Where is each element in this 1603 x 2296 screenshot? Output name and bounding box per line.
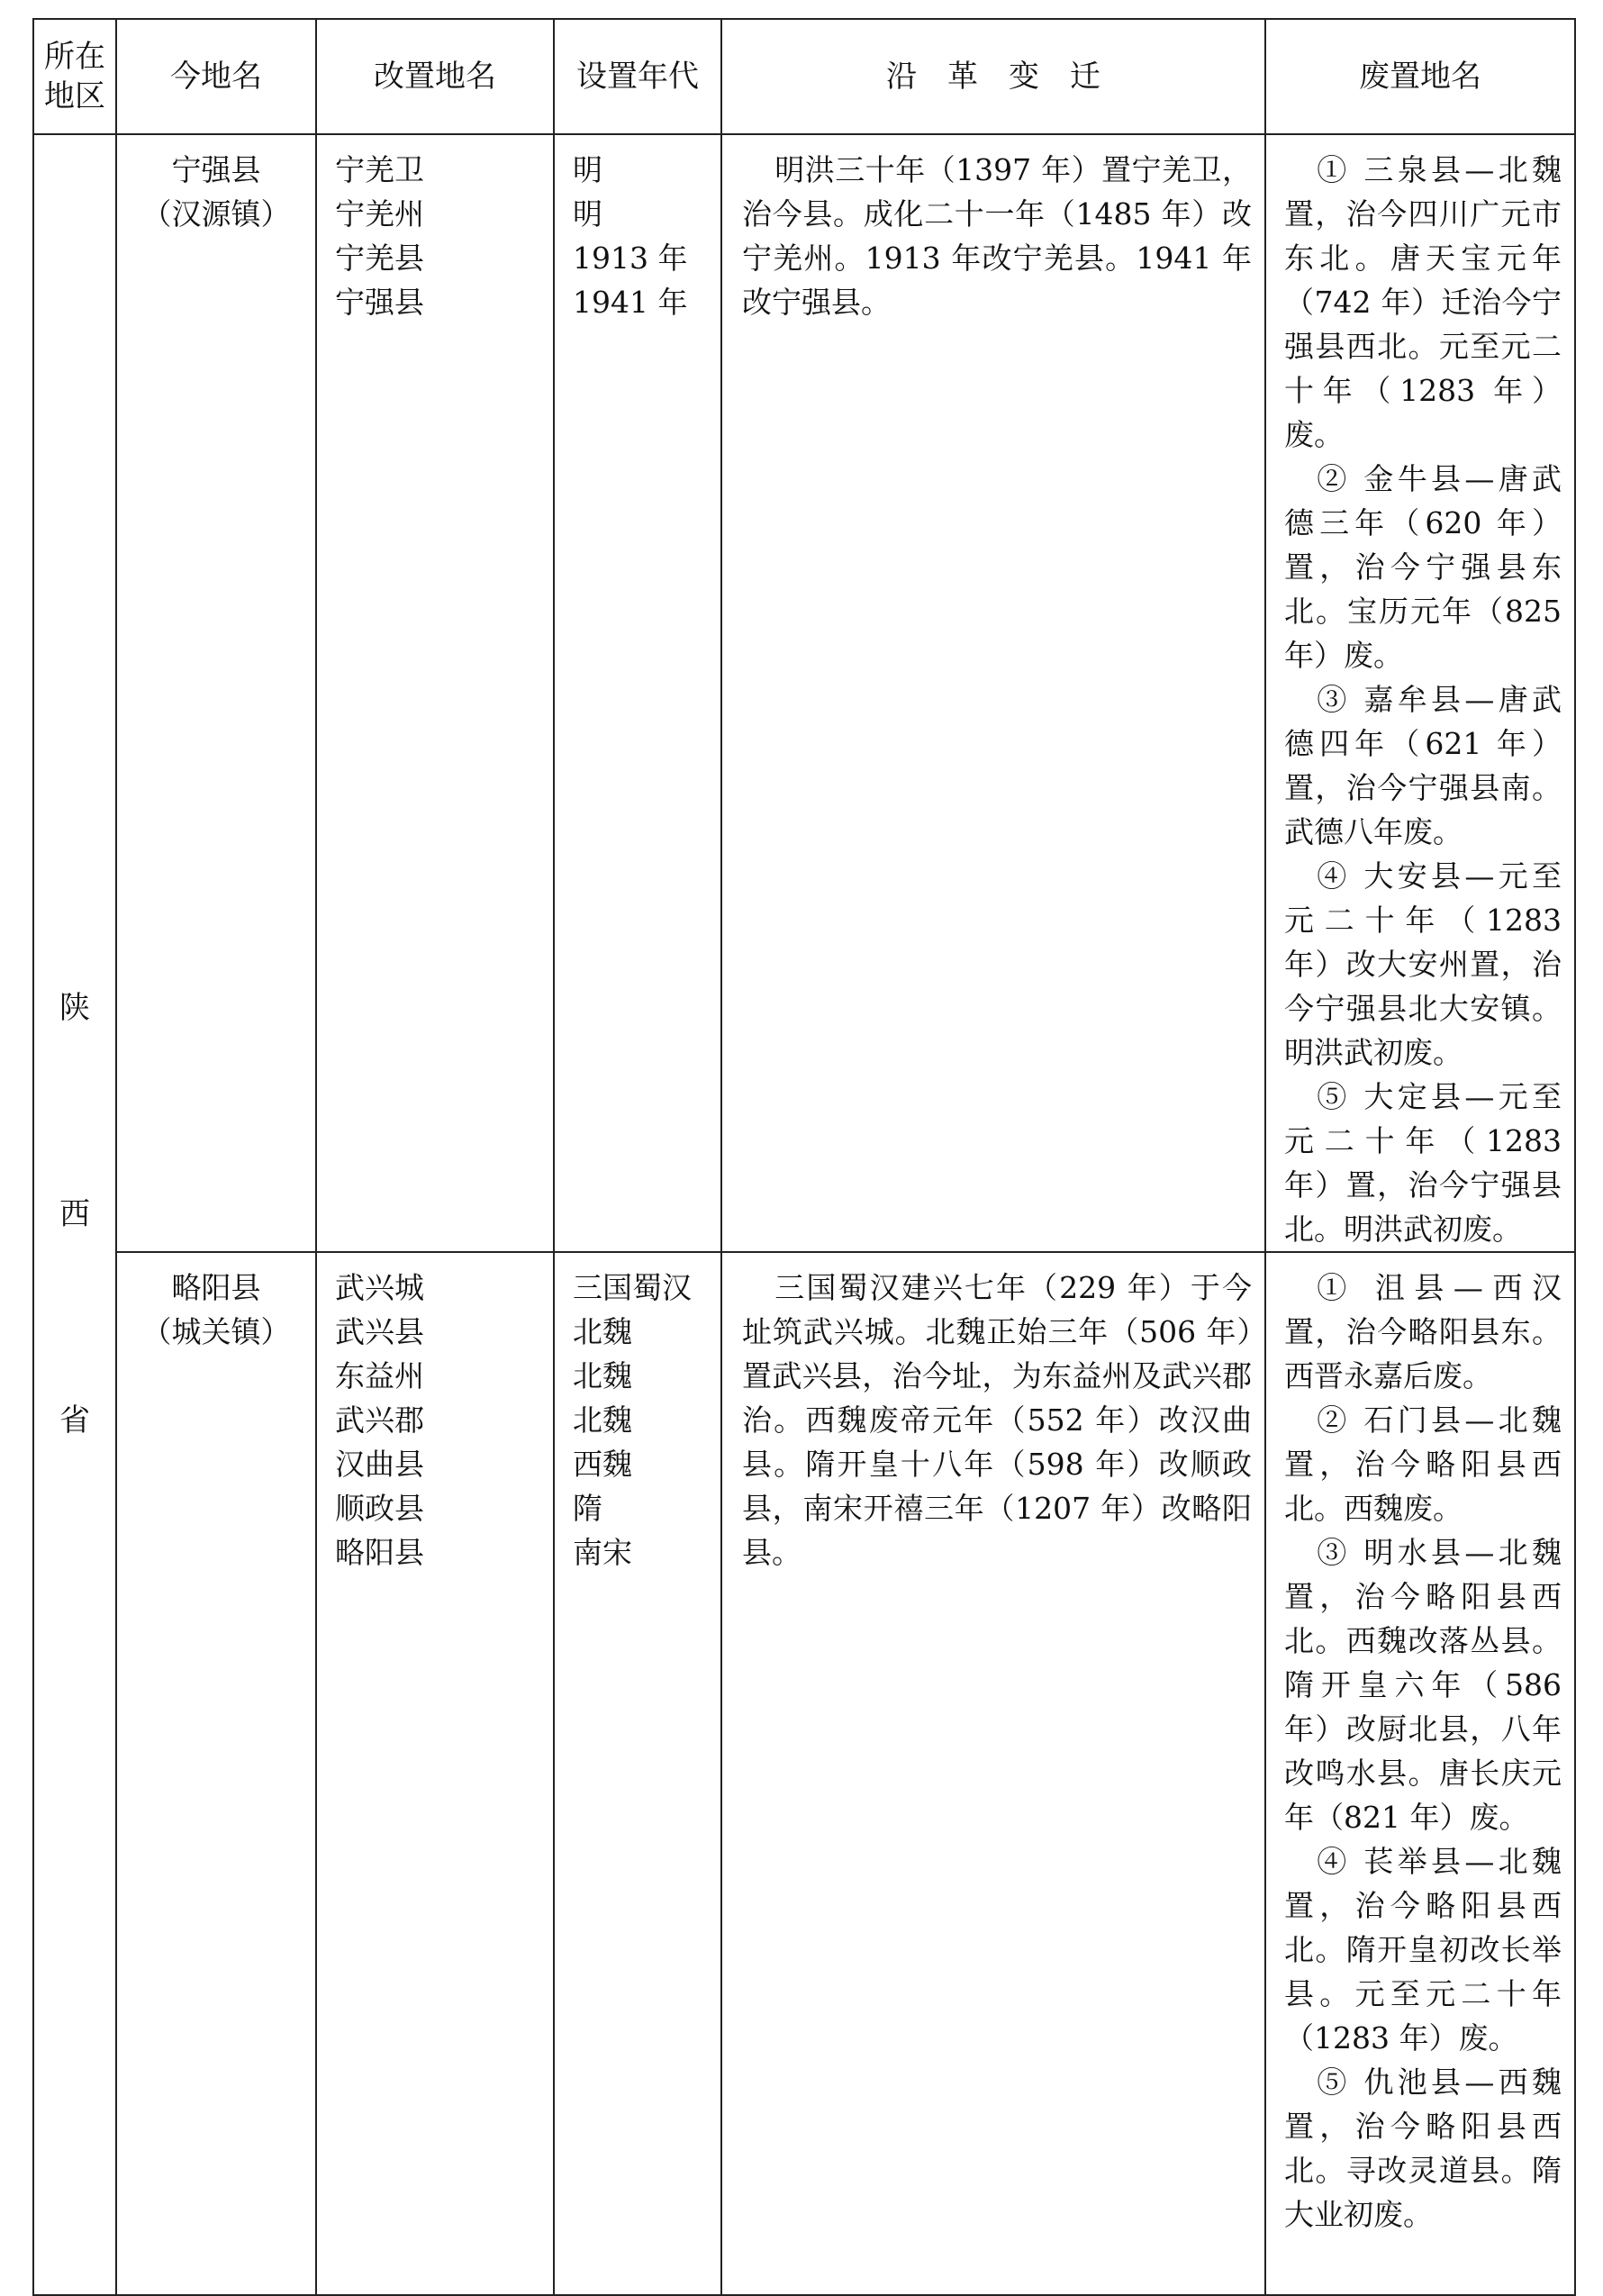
history-cell xyxy=(721,1252,1265,2295)
current-name: 宁强县 xyxy=(171,152,261,187)
era-cell xyxy=(554,1252,721,2295)
abolished-cell xyxy=(1265,134,1575,1252)
region-char: 省 xyxy=(59,1402,90,1438)
era-item: 1913 年 xyxy=(573,240,688,276)
abolished-entry: ② 金牛县—唐武德三年（620 年）置，治今宁强县东北。宝历元年（825 年）废。 xyxy=(1284,461,1562,673)
abolished-entry: ⑤ 大定县—元至元二十年（1283 年）置，治今宁强县北。明洪武初废。 xyxy=(1284,1079,1562,1247)
abolished-entry: ③ 明水县—北魏置，治今略阳县西北。西魏改落丛县。隋开皇六年（586 年）改厨北县，八年改鸣水县。唐长庆元年（821 年）废。 xyxy=(1284,1535,1562,1835)
header-row xyxy=(33,19,1575,134)
current-name-cell xyxy=(116,1252,316,2295)
county-seat: （城关镇） xyxy=(141,1314,291,1349)
era-item: 明 xyxy=(573,196,602,231)
renamed-item: 武兴县 xyxy=(335,1314,424,1349)
renamed-cell xyxy=(316,134,554,1252)
era-item: 1941 年 xyxy=(573,285,688,320)
abolished-entry: ② 石门县—北魏置，治今略阳县西北。西魏废。 xyxy=(1284,1402,1562,1526)
table-row xyxy=(33,134,1575,1252)
abolished-entry: ④ 大安县—元至元二十年（1283 年）改大安州置，治今宁强县北大安镇。明洪武初废。 xyxy=(1284,858,1562,1070)
history-table xyxy=(32,18,1576,2296)
renamed-item: 汉曲县 xyxy=(335,1447,424,1482)
renamed-item: 略阳县 xyxy=(335,1535,424,1570)
header-current-name: 今地名 xyxy=(116,19,316,134)
table-row xyxy=(33,1252,1575,2295)
current-name: 略阳县 xyxy=(171,1270,261,1305)
abolished-cell xyxy=(1265,1252,1575,2295)
document-page xyxy=(32,18,1574,2232)
era-item: 南宋 xyxy=(573,1535,632,1570)
renamed-item: 宁强县 xyxy=(335,285,424,320)
abolished-entry: ④ 苌举县—北魏置，治今略阳县西北。隋开皇初改长举县。元至元二十年（1283 年）废。 xyxy=(1284,1844,1562,2056)
era-item: 北魏 xyxy=(573,1358,632,1393)
history-text: 三国蜀汉建兴七年（229 年）于今址筑武兴城。北魏正始三年（506 年）置武兴县，治今址，为东益州及武兴郡治。西魏废帝元年（552 年）改汉曲县。隋开皇十八年（598 年）改顺政县，南宋开禧三年（1207 年）改略阳县。 xyxy=(742,1270,1252,1570)
history-text: 明洪三十年（1397 年）置宁羌卫，治今县。成化二十一年（1485 年）改宁羌州。1913 年改宁羌县。1941 年改宁强县。 xyxy=(742,152,1252,320)
abolished-entry: ③ 嘉牟县—唐武德四年（621 年）置，治今宁强县南。武德八年废。 xyxy=(1284,682,1562,849)
renamed-cell xyxy=(316,1252,554,2295)
region-cell xyxy=(33,134,116,2295)
renamed-item: 宁羌卫 xyxy=(335,152,424,187)
current-name-cell xyxy=(116,134,316,1252)
renamed-item: 东益州 xyxy=(335,1358,424,1393)
abolished-entry: ① 沮县—西汉置，治今略阳县东。西晋永嘉后废。 xyxy=(1284,1270,1562,1393)
region-char: 陕 xyxy=(59,990,90,1026)
header-abolished: 废置地名 xyxy=(1265,19,1575,134)
era-item: 北魏 xyxy=(573,1402,632,1438)
era-item: 北魏 xyxy=(573,1314,632,1349)
header-renamed: 改置地名 xyxy=(316,19,554,134)
abolished-entry: ⑤ 仇池县—西魏置，治今略阳县西北。寻改灵道县。隋大业初废。 xyxy=(1284,2065,1562,2232)
era-cell xyxy=(554,134,721,1252)
county-seat: （汉源镇） xyxy=(141,196,291,231)
renamed-item: 武兴郡 xyxy=(335,1402,424,1438)
header-history: 沿 革 变 迁 xyxy=(721,19,1265,134)
header-era: 设置年代 xyxy=(554,19,721,134)
era-item: 明 xyxy=(573,152,602,187)
header-region: 所在地区 xyxy=(33,19,116,134)
era-item: 三国蜀汉 xyxy=(573,1270,692,1305)
era-item: 西魏 xyxy=(573,1447,632,1482)
renamed-item: 宁羌县 xyxy=(335,240,424,276)
renamed-item: 顺政县 xyxy=(335,1491,424,1526)
history-cell xyxy=(721,134,1265,1252)
era-item: 隋 xyxy=(573,1491,602,1526)
abolished-entry: ① 三泉县—北魏置，治今四川广元市东北。唐天宝元年（742 年）迁治今宁强县西北。元至元二十年（1283 年）废。 xyxy=(1284,152,1562,452)
renamed-item: 宁羌州 xyxy=(335,196,424,231)
region-char: 西 xyxy=(59,1196,90,1232)
renamed-item: 武兴城 xyxy=(335,1270,424,1305)
